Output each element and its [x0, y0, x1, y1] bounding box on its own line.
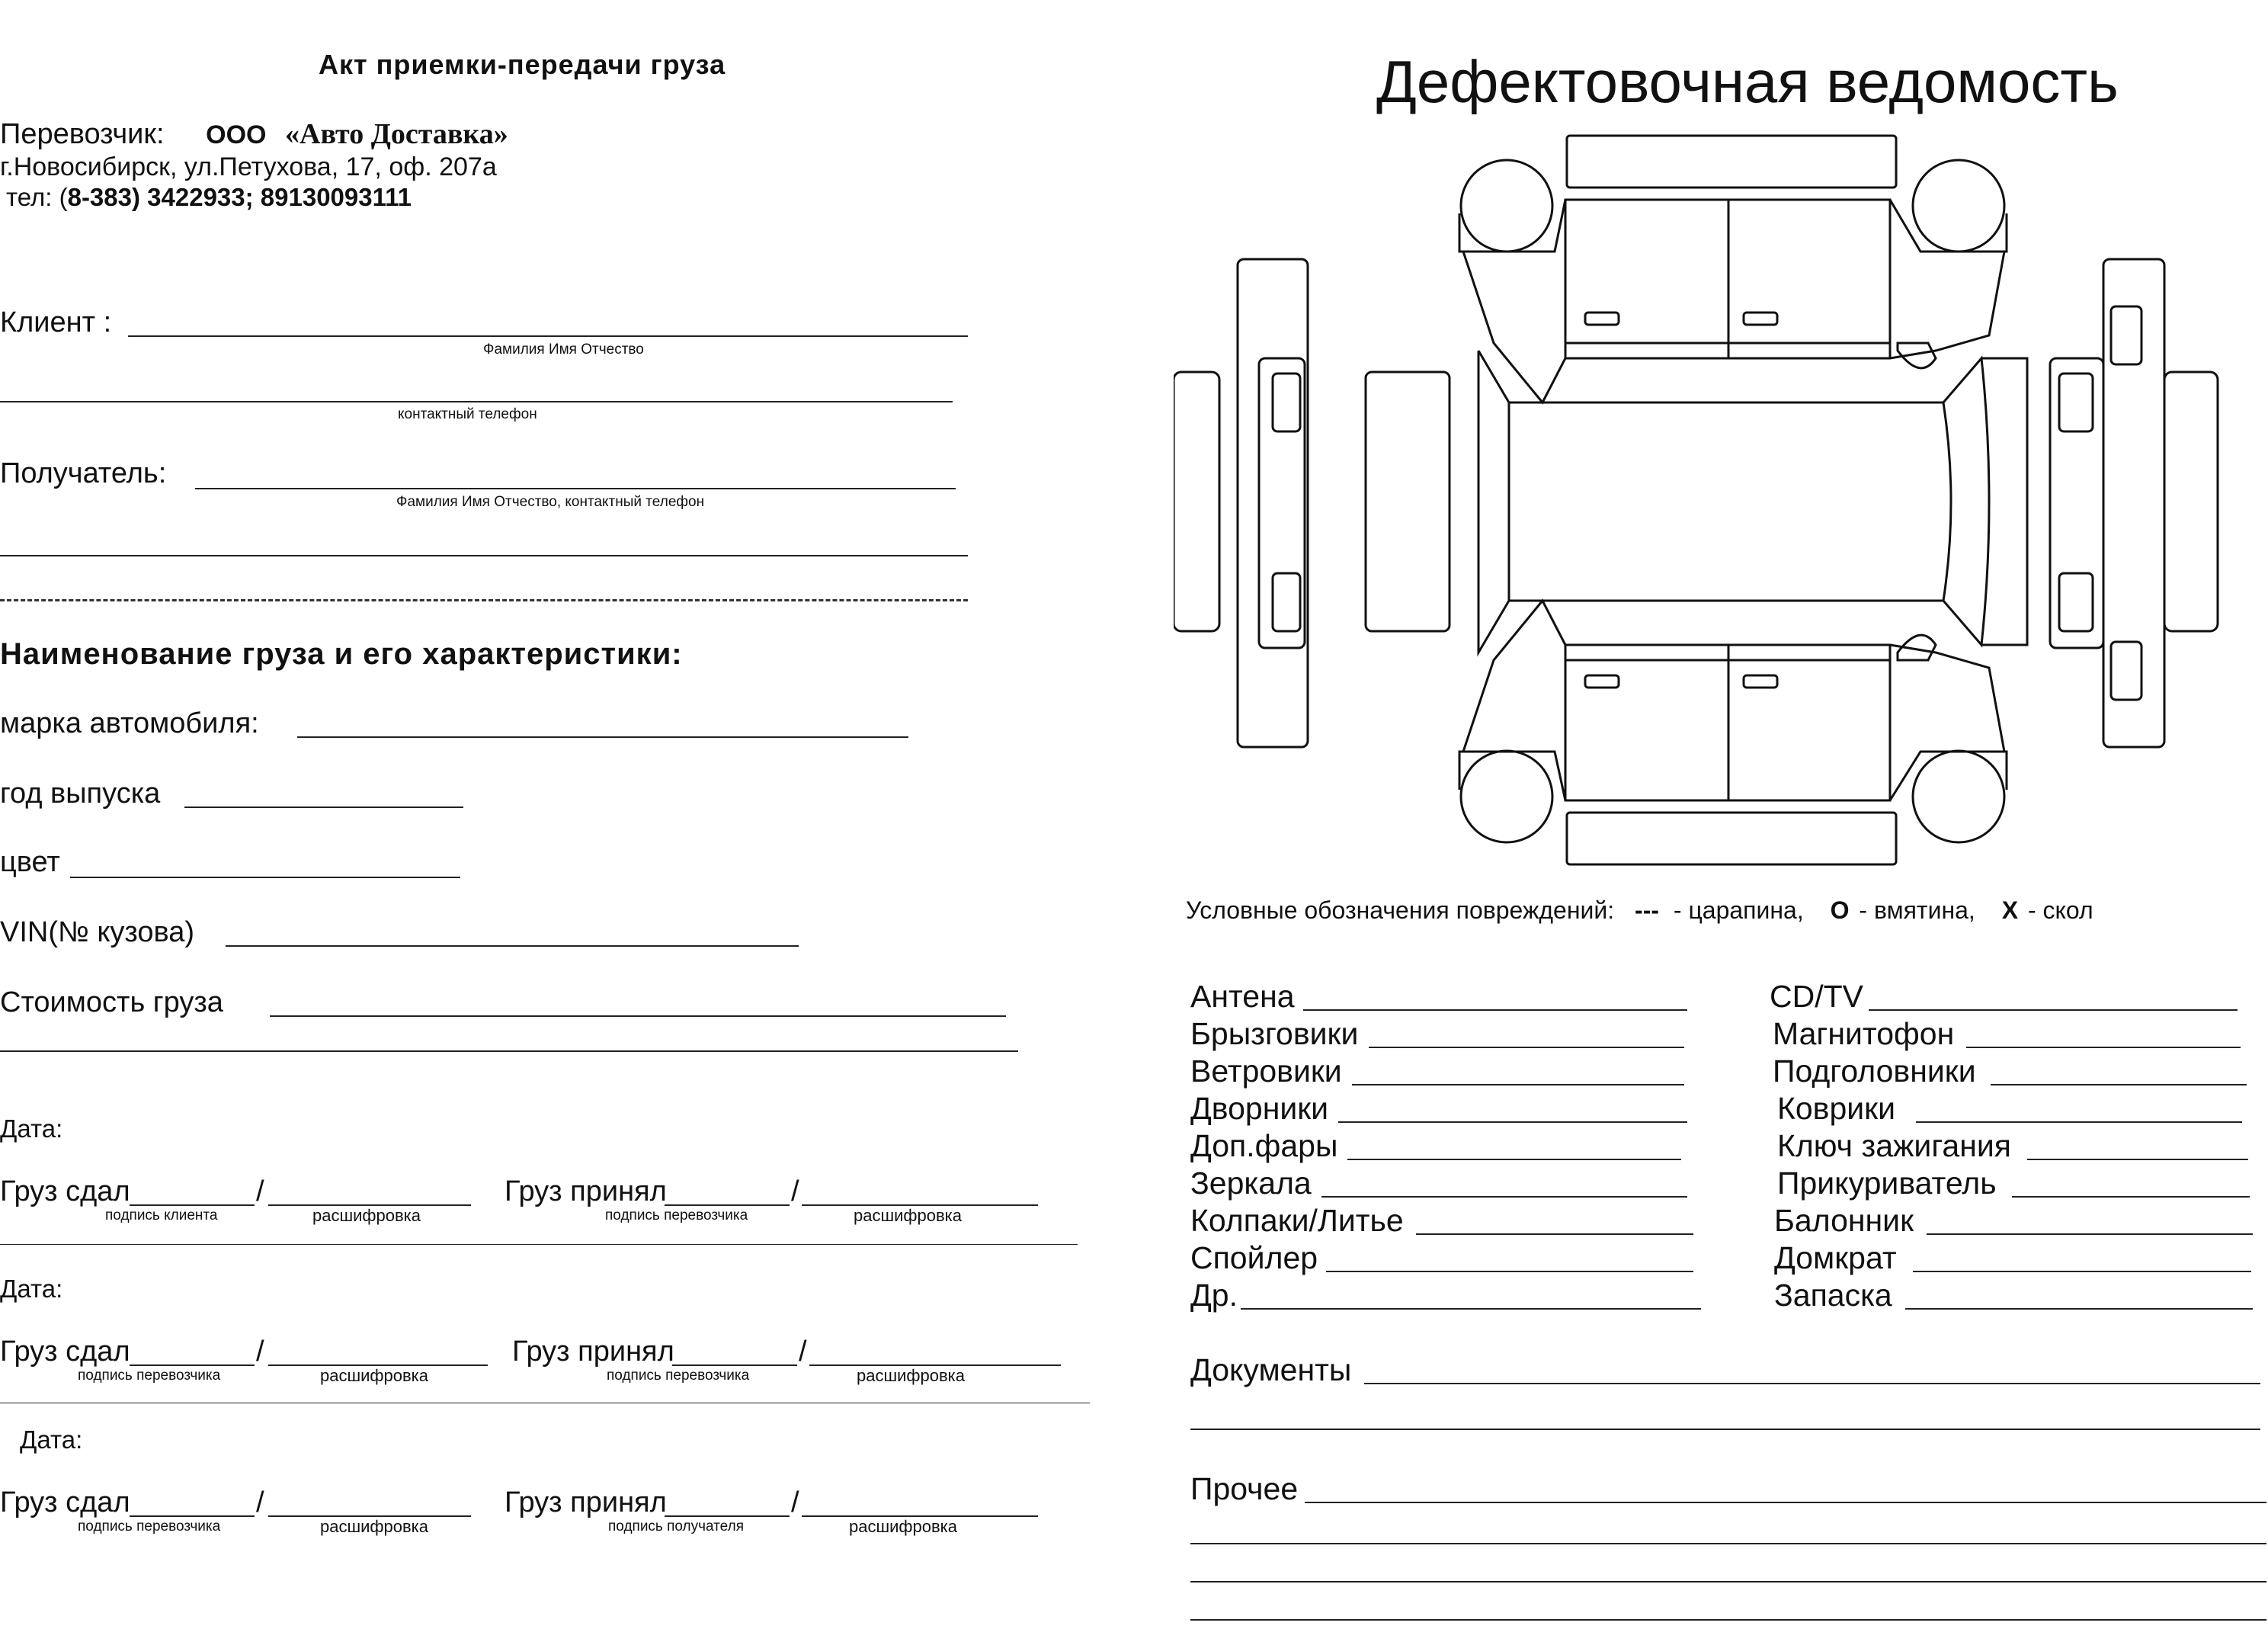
took-hint: подпись получателя	[608, 1518, 744, 1534]
recipient-extra-line[interactable]	[0, 555, 968, 556]
wheel-bottom-left	[1461, 751, 1552, 842]
client-name-hint: Фамилия Имя Отчество	[483, 342, 644, 358]
cost-label: Стоимость груза	[0, 986, 223, 1018]
client-phone-hint: контактный телефон	[398, 406, 537, 422]
cargo-heading: Наименование груза и его характеристики:	[0, 637, 683, 671]
equipment-field[interactable]	[1869, 1009, 2238, 1011]
equipment-item: Домкрат	[1774, 1240, 1897, 1275]
top-rear-fender	[1890, 200, 2007, 358]
equipment-item: Спойлер	[1190, 1240, 1318, 1275]
equipment-item: Антена	[1190, 979, 1295, 1014]
year-label: год выпуска	[0, 778, 161, 810]
legend-chip: - скол	[2027, 896, 2093, 924]
equipment-field[interactable]	[1352, 1084, 1684, 1085]
client-label: Клиент :	[0, 306, 112, 338]
gave-signature-field[interactable]	[130, 1364, 255, 1366]
carrier-phone	[6, 183, 412, 212]
act-title: Акт приемки-передачи груза	[319, 49, 726, 80]
equipment-item: Запаска	[1774, 1278, 1892, 1313]
took-decode-hint: расшифровка	[854, 1206, 963, 1225]
equipment-item: Доп.фары	[1190, 1128, 1338, 1163]
carrier-address: г.Новосибирск, ул.Петухова, 17, оф. 207а	[0, 152, 497, 181]
took-label: Груз принял	[505, 1486, 667, 1518]
took-signature-field[interactable]	[672, 1364, 797, 1366]
legend-dent: - вмятина,	[1859, 896, 1975, 924]
hood-view	[1366, 372, 1450, 631]
equipment-field[interactable]	[1927, 1233, 2253, 1235]
carrier-form: ООО	[206, 120, 267, 149]
legend-chip-symbol: Х	[2001, 896, 2019, 924]
equipment-item: Зеркала	[1190, 1166, 1312, 1201]
year-field[interactable]	[184, 806, 463, 808]
took-signature-field[interactable]	[665, 1515, 790, 1517]
date-label: Дата:	[0, 1275, 63, 1303]
equipment-item: Коврики	[1777, 1091, 1896, 1126]
bottom-front-fender	[1459, 601, 1565, 800]
equipment-item: CD/TV	[1770, 979, 1863, 1014]
equipment-item: Магнитофон	[1773, 1016, 1955, 1051]
divider	[0, 1244, 1078, 1245]
gave-decode-hint: расшифровка	[312, 1206, 421, 1225]
brand-label: марка автомобиля:	[0, 707, 259, 739]
took-signature-field[interactable]	[665, 1204, 790, 1206]
wheel-top-left	[1461, 160, 1552, 252]
gave-hint: подпись перевозчика	[78, 1368, 221, 1384]
date-label: Дата:	[20, 1425, 83, 1454]
gave-hint: подпись клиента	[105, 1207, 218, 1223]
equipment-item: Ключ зажигания	[1777, 1128, 2011, 1163]
other-line-3[interactable]	[1190, 1581, 2266, 1583]
cost-extra-line[interactable]	[0, 1050, 1018, 1052]
gave-label: Груз сдал	[0, 1486, 130, 1518]
gave-label: Груз сдал	[0, 1175, 130, 1207]
documents-extra-line[interactable]	[1190, 1429, 2260, 1430]
legend-scratch-symbol: ---	[1635, 896, 1660, 924]
gave-hint: подпись перевозчика	[78, 1518, 221, 1534]
carrier-name: «Авто Доставка»	[285, 118, 508, 150]
equipment-field[interactable]	[1905, 1308, 2253, 1310]
equipment-field[interactable]	[2027, 1159, 2248, 1160]
bottom-rear-fender	[1890, 645, 2007, 800]
equipment-field[interactable]	[1369, 1047, 1684, 1048]
took-label: Груз принял	[512, 1336, 674, 1368]
documents-label: Документы	[1190, 1352, 1352, 1387]
brand-field[interactable]	[297, 736, 908, 738]
recipient-field[interactable]	[195, 488, 956, 489]
date-label: Дата:	[0, 1114, 63, 1143]
legend-scratch: - царапина,	[1673, 896, 1804, 924]
legend-dent-symbol: О	[1830, 896, 1850, 924]
gave-decode-hint: расшифровка	[320, 1366, 429, 1385]
equipment-field[interactable]	[1416, 1233, 1693, 1235]
damage-legend	[1186, 896, 2093, 925]
equipment-field[interactable]	[1326, 1271, 1693, 1272]
equipment-item: Брызговики	[1190, 1016, 1359, 1051]
gave-signature-field[interactable]	[130, 1204, 255, 1206]
equipment-field[interactable]	[1966, 1047, 2241, 1048]
gave-label: Груз сдал	[0, 1336, 130, 1368]
front-bumper-panel	[1567, 136, 1896, 188]
windshield	[1478, 351, 1509, 653]
car-diagram	[1174, 130, 2225, 877]
other-label: Прочее	[1190, 1471, 1299, 1506]
equipment-field[interactable]	[1347, 1159, 1681, 1160]
front-bumper-view	[1174, 372, 1219, 631]
phone-prefix: тел: (	[6, 183, 68, 211]
other-line-2[interactable]	[1190, 1543, 2266, 1544]
documents-field[interactable]	[1364, 1383, 2260, 1384]
equipment-field[interactable]	[1321, 1196, 1687, 1198]
carrier-label: Перевозчик:	[0, 118, 165, 150]
took-decode-hint: расшифровка	[849, 1517, 958, 1536]
cost-field[interactable]	[270, 1015, 1006, 1017]
wheel-bottom-right	[1913, 751, 2004, 842]
gave-decode-hint: расшифровка	[320, 1517, 429, 1536]
equipment-field[interactable]	[1241, 1308, 1701, 1310]
other-field[interactable]	[1305, 1502, 2266, 1503]
rear-bumper-view	[2164, 372, 2218, 631]
took-hint: подпись перевозчика	[605, 1207, 748, 1223]
equipment-field[interactable]	[1338, 1121, 1687, 1123]
equipment-field[interactable]	[2012, 1196, 2250, 1198]
gave-signature-field[interactable]	[130, 1515, 255, 1517]
equipment-item: Подголовники	[1773, 1053, 1976, 1089]
equipment-field[interactable]	[1916, 1121, 2242, 1123]
client-phone-field[interactable]	[0, 401, 953, 402]
carrier-line	[0, 117, 508, 151]
other-line-4[interactable]	[1190, 1619, 2266, 1621]
vin-field[interactable]	[226, 945, 799, 947]
rear-bumper-panel	[1567, 813, 1896, 864]
roof-top-view	[1509, 358, 1989, 645]
color-label: цвет	[0, 846, 60, 878]
equipment-field[interactable]	[1991, 1084, 2247, 1085]
took-label: Груз принял	[505, 1175, 667, 1207]
equipment-field[interactable]	[1303, 1009, 1687, 1011]
equipment-item: Др.	[1190, 1278, 1238, 1313]
color-field[interactable]	[70, 877, 460, 878]
vin-label: VIN(№ кузова)	[0, 916, 195, 948]
recipient-label: Получатель:	[0, 457, 167, 489]
legend-text: Условные обозначения повреждений:	[1186, 896, 1615, 924]
equipment-item: Прикуриватель	[1777, 1166, 1997, 1201]
equipment-field[interactable]	[1913, 1271, 2251, 1272]
client-name-field[interactable]	[128, 335, 968, 337]
recipient-hint: Фамилия Имя Отчество, контактный телефон	[396, 494, 705, 510]
equipment-item: Ветровики	[1190, 1053, 1342, 1089]
dashed-divider	[0, 599, 968, 601]
wheel-top-right	[1913, 160, 2004, 252]
defect-title: Дефектовочная ведомость	[1376, 48, 2119, 115]
equipment-item: Колпаки/Литье	[1190, 1203, 1404, 1238]
took-hint: подпись перевозчика	[607, 1368, 750, 1384]
phone-numbers: 8-383) 3422933; 89130093111	[67, 183, 412, 211]
top-front-fender	[1459, 200, 1565, 402]
equipment-item: Дворники	[1190, 1091, 1329, 1126]
front-side-strip	[1238, 259, 1308, 747]
front-grille	[1259, 358, 1305, 648]
rear-side-strip	[2103, 259, 2164, 747]
equipment-item: Балонник	[1774, 1203, 1914, 1238]
took-decode-hint: расшифровка	[857, 1366, 966, 1385]
